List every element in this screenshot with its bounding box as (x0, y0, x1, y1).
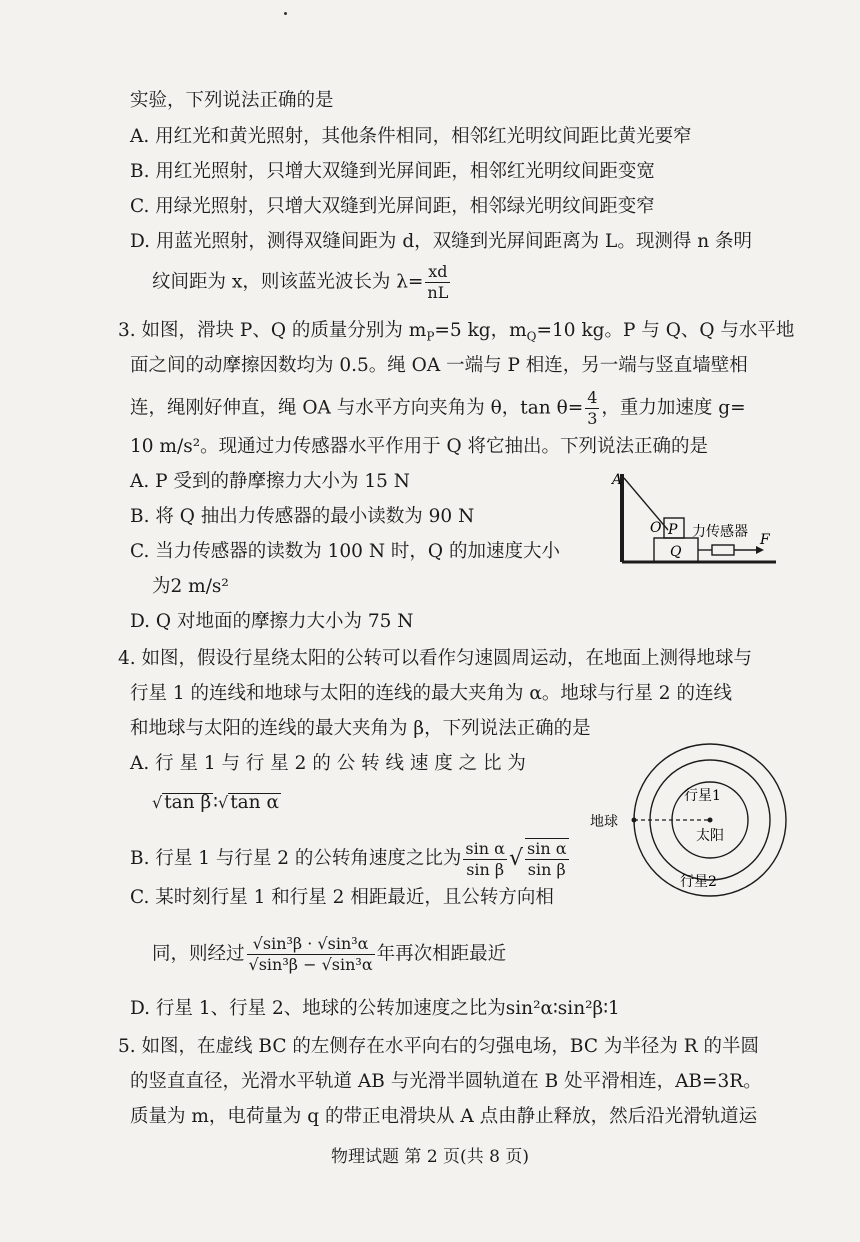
q4-b-rnum: sin α (526, 839, 567, 858)
q3-l1-a: 3. 如图，滑块 P、Q 的质量分别为 m (118, 320, 427, 341)
q5-line2: 的竖直直径，光滑水平轨道 AB 与光滑半圆轨道在 B 处平滑相连，AB=3R。 (130, 1071, 762, 1092)
q4-c-num: √sin³β · √sin³α (247, 934, 375, 955)
q4-line3: 和地球与太阳的连线的最大夹角为 β，下列说法正确的是 (130, 718, 591, 739)
q3-option-a: A. P 受到的静摩擦力大小为 15 N (130, 471, 410, 492)
q3-tan-fraction (585, 388, 599, 429)
q3-l1-c: =10 kg。P 与 Q、Q 与水平地 (536, 320, 795, 341)
q4-c-end: 年再次相距最近 (376, 943, 507, 965)
q3-l3-a: 连，绳刚好伸直，绳 OA 与水平方向夹角为 θ，tan θ= (130, 397, 584, 419)
page-footer: 物理试题 第 2 页(共 8 页) (331, 1147, 529, 1167)
label-q: Q (670, 544, 682, 560)
q2-d-fraction (425, 262, 450, 303)
q4-b-text: B. 行星 1 与行星 2 的公转角速度之比为 (130, 848, 462, 869)
earth-dot (632, 818, 637, 823)
q3-line3 (130, 388, 746, 429)
q2-option-d-line1: D. 用蓝光照射，测得双缝间距为 d，双缝到光屏间距离为 L。现测得 n 条明 (130, 231, 753, 252)
q3-tan-num: 4 (587, 388, 598, 407)
q3-tan-den: 3 (587, 409, 598, 428)
q4-option-a-line2: √ tan β ∶√ tan α (152, 792, 279, 813)
label-earth: 地球 (590, 814, 618, 830)
label-planet1: 行星1 (684, 788, 721, 804)
label-a: A (612, 472, 623, 488)
label-planet2: 行星2 (680, 874, 717, 890)
q4-option-b: B. 行星 1 与行星 2 的公转角速度之比为 $\frac{\text{sin α}}{\text{sin β}}$ √ $\frac{\text{sin α}}{\text{sin β}}$ (130, 838, 567, 879)
q4-a-sep: ∶ (213, 792, 218, 813)
q4-b-fraction (463, 839, 507, 880)
q2-option-b: B. 用红光照射，只增大双缝到光屏间距，相邻红光明纹间距变宽 (130, 161, 655, 182)
q4-option-a-line1: A. 行 星 1 与 行 星 2 的 公 转 线 速 度 之 比 为 (130, 753, 526, 774)
q2-option-d-line2 (152, 262, 452, 303)
q4-option-d: D. 行星 1、行星 2、地球的公转加速度之比为sin²α∶sin²β∶1 (130, 998, 620, 1019)
q5-line1: 5. 如图，在虚线 BC 的左侧存在水平向右的匀强电场，BC 为半径为 R 的半圆 (118, 1036, 760, 1057)
q4-option-c-line1: C. 某时刻行星 1 和行星 2 相距最近，且公转方向相 (130, 887, 554, 908)
q2-option-a: A. 用红光和黄光照射，其他条件相同，相邻红光明纹间距比黄光要窄 (130, 126, 692, 147)
speck (284, 12, 287, 15)
q4-line1: 4. 如图，假设行星绕太阳的公转可以看作匀速圆周运动，在地面上测得地球与 (118, 648, 753, 669)
q2-stem-tail: 实验，下列说法正确的是 (130, 90, 334, 111)
q4-figure (588, 740, 788, 900)
q4-a-sqrt1: tan β (164, 792, 212, 813)
q3-line1 (118, 318, 794, 350)
q2-option-c: C. 用绿光照射，只增大双缝到光屏间距，相邻绿光明纹间距变窄 (130, 196, 655, 217)
q4-c-den: √sin³β − √sin³α (248, 955, 373, 974)
label-o: O (650, 520, 662, 536)
q4-line2: 行星 1 的连线和地球与太阳的连线的最大夹角为 α。地球与行星 2 的连线 (130, 683, 732, 704)
label-f: F (760, 532, 770, 548)
q3-figure (608, 470, 778, 570)
q4-b-num: sin α (465, 838, 505, 858)
sensor-body (712, 545, 734, 555)
q3-line4: 10 m/s²。现通过力传感器水平作用于 Q 将它抽出。下列说法正确的是 (130, 436, 709, 457)
q3-line2: 面之间的动摩擦因数均为 0.5。绳 OA 一端与 P 相连，另一端与竖直墙壁相 (130, 355, 748, 376)
sun-dot (708, 818, 713, 823)
q3-option-c-line2: 为2 m/s² (152, 576, 229, 597)
q4-c-pre: 同，则经过 (152, 943, 245, 965)
q4-b-root-fraction (525, 838, 569, 880)
q4-b-rden: sin β (527, 860, 566, 879)
q2-d-num: xd (425, 262, 450, 283)
q4-option-c-line2 (152, 934, 506, 975)
label-sun: 太阳 (696, 828, 724, 844)
q2-d-text: 纹间距为 x，则该蓝光波长为 λ= (152, 271, 424, 293)
q4-c-fraction (247, 934, 375, 975)
q4-a-sqrt2: tan α (230, 792, 279, 813)
q3-option-c-line1: C. 当力传感器的读数为 100 N 时，Q 的加速度大小 (130, 541, 560, 562)
q3-l3-b: ，重力加速度 g= (601, 397, 746, 419)
label-sensor: 力传感器 (692, 524, 748, 540)
q5-line3: 质量为 m，电荷量为 q 的带正电滑块从 A 点由静止释放，然后沿光滑轨道运 (130, 1106, 758, 1127)
label-p: P (668, 522, 678, 538)
q2-d-den: nL (427, 283, 449, 302)
q4-b-den: sin β (466, 859, 505, 879)
q3-option-d: D. Q 对地面的摩擦力大小为 75 N (130, 611, 414, 632)
q3-l1-b: =5 kg，m (434, 320, 527, 341)
q3-option-b: B. 将 Q 抽出力传感器的最小读数为 90 N (130, 506, 475, 527)
q3-l1-sub-p: P (426, 329, 435, 344)
q3-l1-sub-q: Q (526, 329, 537, 344)
